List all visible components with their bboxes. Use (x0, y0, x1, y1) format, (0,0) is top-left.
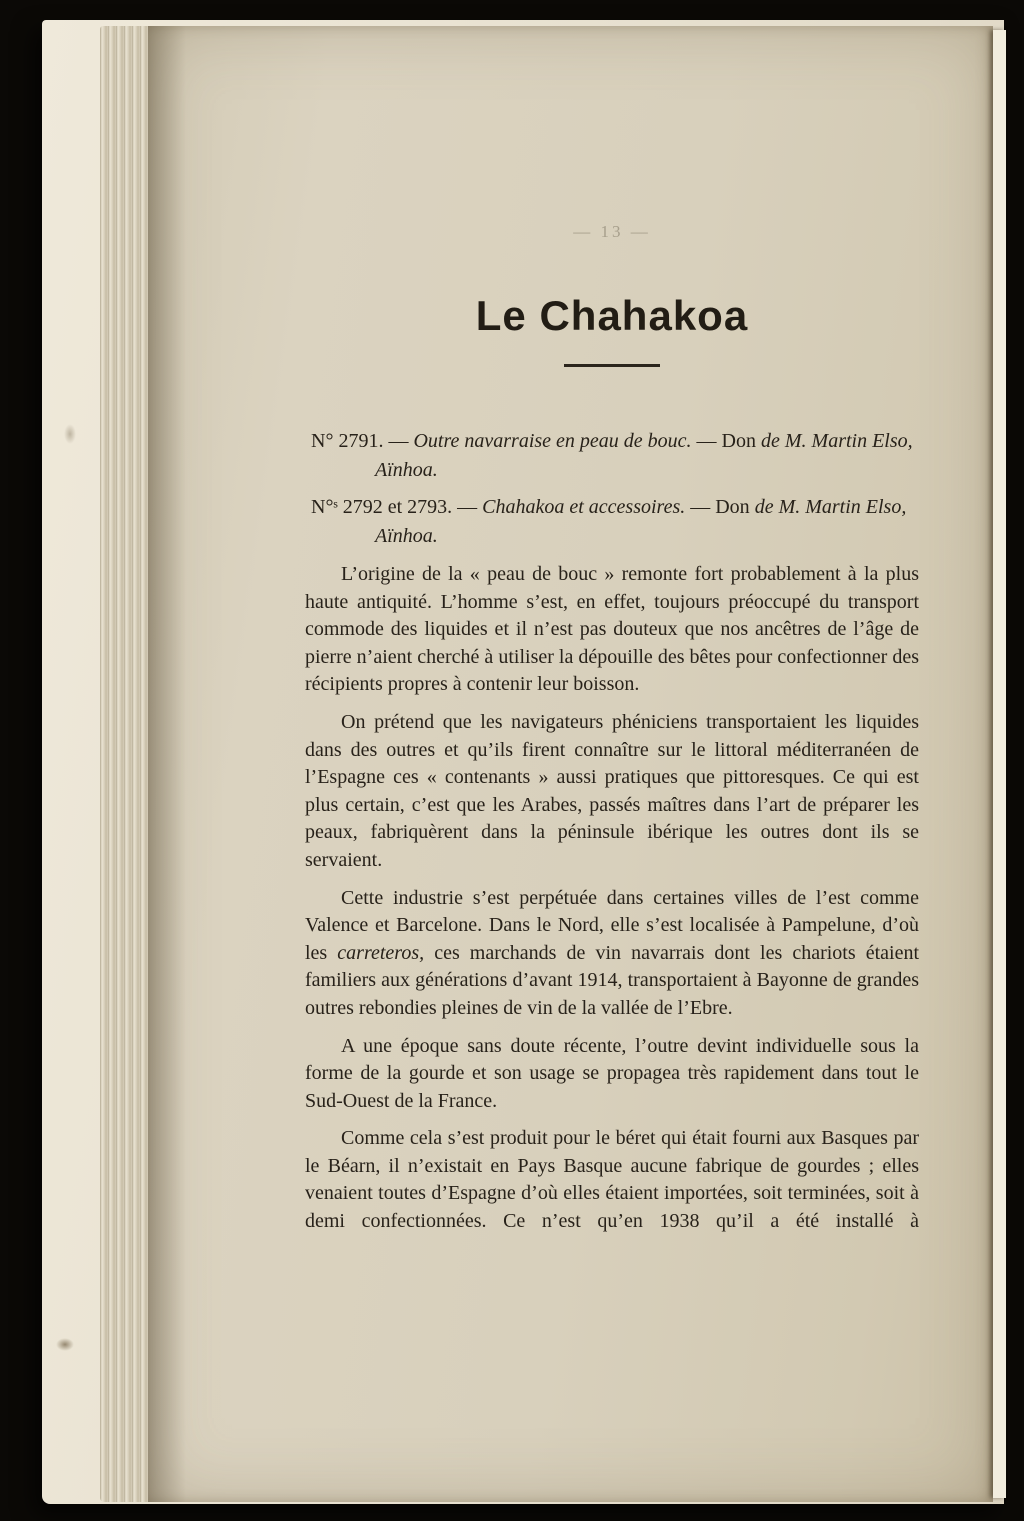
em-dash: — (696, 430, 717, 452)
paper-stain (56, 1338, 74, 1351)
em-dash: — (388, 430, 409, 452)
entry-number: N° 2791. (311, 430, 384, 452)
gutter-shadow (148, 26, 186, 1502)
entry-number: N°ˢ 2792 et 2793. (311, 496, 453, 518)
book-page (148, 26, 993, 1502)
em-dash: — (690, 496, 711, 518)
page-content (305, 222, 919, 1236)
catalog-entry-2791 (311, 427, 919, 485)
paragraph-3-part2: ces marchands de vin navarrais dont les chariots étaient familiers aux générations d’avant 1914, transportaient à Bayonne de grandes outres rebondies pleines de vin de la vallée de l’Ebre. (305, 941, 920, 1019)
paragraph-1: L’origine de la « peau de bouc » remonte fort probablement à la plus haute antiquité. L’homme s’est, en effet, toujours préoccupé du transport commode des liquides et il n’est pas douteux que nos ancêtres de l’âge de pierre n’aient cherché à utiliser la dépouille des bêtes pour confectionner des récipients propres à contenir leur boisson. (305, 563, 919, 696)
entry-donor: de M. Martin Elso, Aïnhoa. (375, 496, 907, 547)
paragraph-5: Comme cela s’est produit pour le béret qui était fourni aux Basques par le Béarn, il n’existait en Pays Basque aucune fabrique de gourdes ; elles venaient toutes d’Espagne d’où elles étaient importées, soit terminées, soit à demi confectionnées. Ce n’est qu’en 1938 qu’il a été installé à (305, 1127, 919, 1233)
page-title: Le Chahakoa (475, 292, 749, 339)
entry-item-title: Chahakoa et accessoires. (482, 496, 686, 518)
entry-donor: de M. Martin Elso, Aïnhoa. (375, 430, 913, 481)
page-stack-edges (100, 26, 150, 1502)
paragraph-3 (305, 885, 919, 1023)
entry-don-label: Don (721, 430, 756, 452)
catalog-entry-2792-2793 (311, 493, 919, 551)
entry-don-label: Don (715, 496, 750, 518)
em-dash: — (457, 496, 478, 518)
title-rule (564, 364, 660, 367)
paper-stain (64, 424, 76, 444)
paragraph-2: On prétend que les navigateurs phéniciens transportaient les liquides dans des outres et qu’ils firent connaître sur le littoral méditerranéen de l’Espagne ces « contenants » aussi pratiques que pittoresques. Ce qui est plus certain, c’est que les Arabes, passés maîtres dans l’art de préparer les peaux, fabriquèrent dans la péninsule ibérique les outres dont ils se servaient. (305, 710, 919, 871)
entry-item-title: Outre navarraise en peau de bouc. (413, 430, 692, 452)
next-page-edge (993, 30, 1006, 1498)
paragraph-3-italic-carreteros: carreteros, (337, 941, 425, 964)
paragraph-3-part1: Cette industrie s’est perpétuée dans certaines villes de l’est comme Valence et Barcelone. Dans le Nord, elle s’est localisée à Pampelune, d’où les (305, 886, 919, 964)
page-number: — 13 — (573, 222, 651, 241)
paragraph-4: A une époque sans doute récente, l’outre devint individuelle sous la forme de la gourde et son usage se propagea très rapidement dans tout le Sud-Ouest de la France. (305, 1034, 919, 1112)
